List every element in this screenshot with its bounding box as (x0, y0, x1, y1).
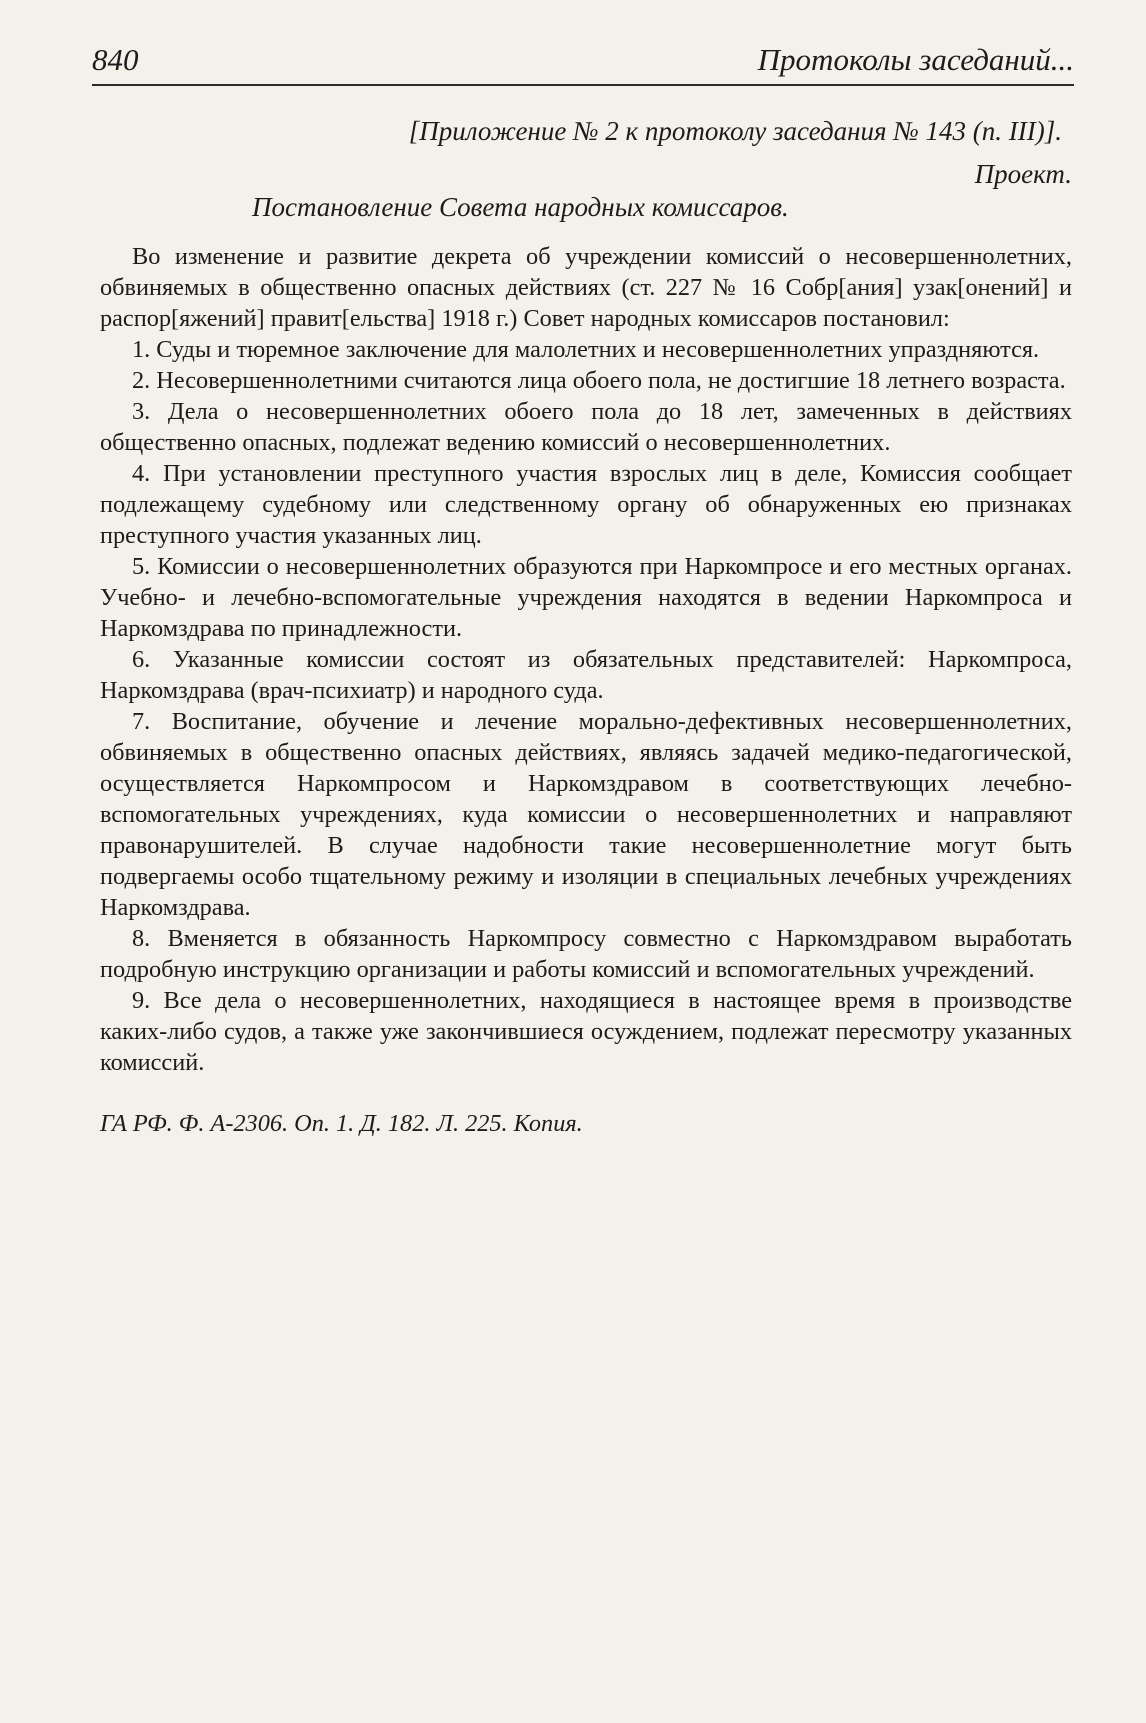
decree-item-4: 4. При установлении преступного участия взрослых лиц в деле, Комиссия сообщает подлежащему судебному или следственному органу об обнаруженных ею признаках преступного участия указанных лиц. (100, 460, 1072, 549)
decree-item-5: 5. Комиссии о несовершеннолетних образуются при Наркомпросе и его местных органах. Учебно- и лечебно-вспомогательные учреждения находятся в ведении Наркомпроса и Наркомздрава по принадлежности. (100, 553, 1072, 642)
archive-source: ГА РФ. Ф. А-2306. Оп. 1. Д. 182. Л. 225. Копия. (100, 1110, 583, 1137)
decree-title: Постановление Совета народных комиссаров. (252, 192, 789, 222)
decree-item-3: 3. Дела о несовершеннолетних обоего пола до 18 лет, замеченных в действиях общественно опасных, подлежат ведению комиссий о несовершеннолетних. (100, 398, 1072, 456)
decree-item-7: 7. Воспитание, обучение и лечение морально-дефективных несовершеннолетних, обвиняемых в общественно опасных действиях, являясь задачей медико-педагогической, осуществляется Наркомпросом и Наркомздравом в соответствующих лечебно-вспомогательных учреждениях, куда комиссии о несовершеннолетних и направляют правонарушителей. В случае надобности такие несовершеннолетние могут быть подвергаемы особо тщательному режиму и изоляции в специальных лечебных учреждениях Наркомздрава. (100, 708, 1072, 921)
document-body (100, 116, 1072, 1139)
decree-item-8: 8. Вменяется в обязанность Наркомпросу совместно с Наркомздравом выработать подробную инструкцию организации и работы комиссий и вспомогательных учреждений. (100, 925, 1072, 983)
running-title: Протоколы заседаний... (757, 42, 1074, 77)
appendix-reference: [Приложение № 2 к протоколу заседания № 143 (п. III)]. (408, 116, 1062, 146)
decree-item-6: 6. Указанные комиссии состоят из обязательных представителей: Наркомпроса, Наркомздрава (врач-психиатр) и народного суда. (100, 646, 1072, 704)
header-rule (92, 84, 1074, 86)
page-header (92, 34, 1074, 86)
intro-paragraph: Во изменение и развитие декрета об учреждении комиссий о несовершеннолетних, обвиняемых в общественно опасных действиях (ст. 227 № 16 Собр[ания] узак[онений] и распор[яжений] правит[ельства] 1918 г.) Совет народных комиссаров постановил: (100, 243, 1072, 332)
decree-item-9: 9. Все дела о несовершеннолетних, находящиеся в настоящее время в производстве каких-либо судов, а также уже закончившиеся осуждением, подлежат пересмотру указанных комиссий. (100, 987, 1072, 1076)
decree-item-2: 2. Несовершеннолетними считаются лица обоего пола, не достигшие 18 летнего возраста. (132, 367, 1066, 394)
project-label: Проект. (974, 159, 1072, 189)
decree-item-1: 1. Суды и тюремное заключение для малолетних и несовершеннолетних упраздняются. (132, 336, 1040, 363)
page-number: 840 (92, 42, 139, 77)
